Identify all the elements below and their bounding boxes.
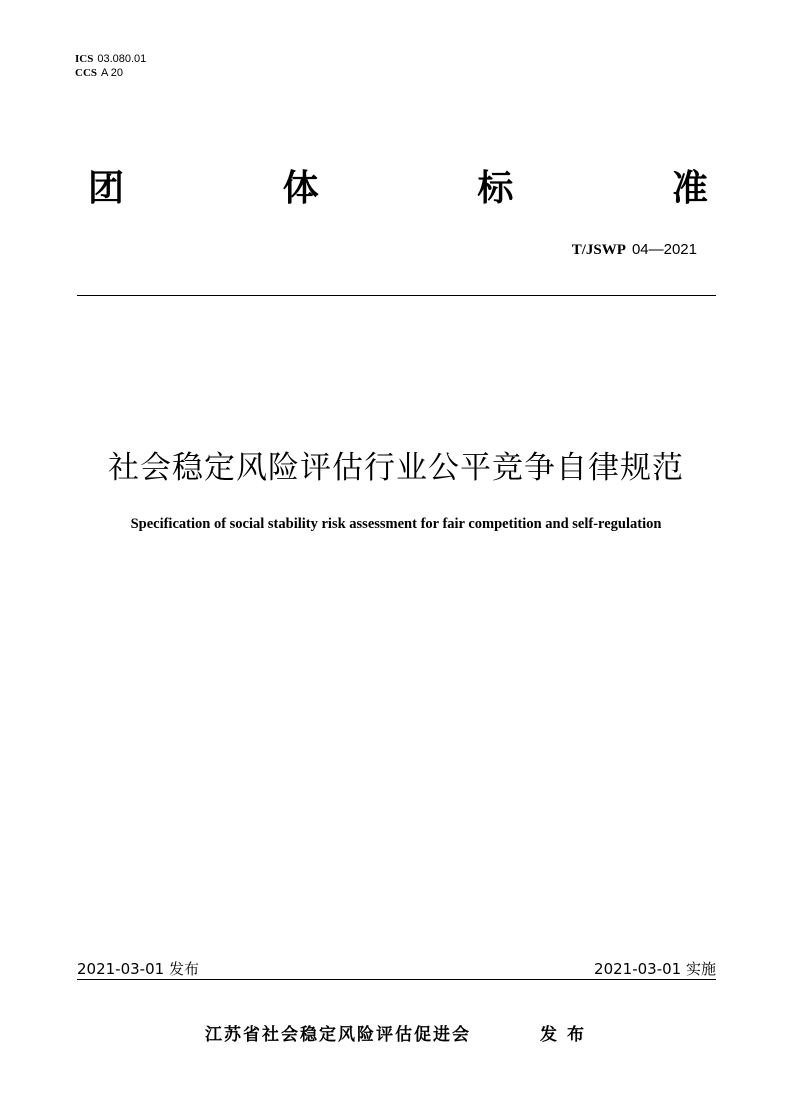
standard-number-prefix: T/JSWP <box>571 242 626 258</box>
standard-type-title <box>88 160 708 210</box>
ics-label: ICS <box>75 53 94 65</box>
standard-number <box>572 240 697 259</box>
bottom-divider <box>77 979 716 980</box>
top-divider <box>77 295 716 296</box>
publisher-name: 江苏省社会稳定风险评估促进会 <box>205 1025 471 1045</box>
ccs-line <box>75 66 146 80</box>
ics-line <box>75 52 146 66</box>
title-char: 体 <box>282 167 319 209</box>
publish-label: 发布 <box>540 1025 594 1045</box>
title-char: 标 <box>477 167 514 209</box>
ics-value: 03.080.01 <box>97 53 147 65</box>
implement-date: 2021-03-01 实施 <box>594 960 716 978</box>
document-title-cn: 社会稳定风险评估行业公平竞争自律规范 <box>108 450 684 486</box>
ccs-label: CCS <box>75 67 98 79</box>
standard-number-value: 04—2021 <box>631 241 697 258</box>
document-title-en: Specification of social stability risk assessment for fair competition and self-regulation <box>130 516 662 532</box>
issue-date: 2021-03-01 发布 <box>77 960 199 978</box>
classification-codes <box>75 52 146 80</box>
title-char: 准 <box>671 167 708 209</box>
title-char: 团 <box>88 167 125 209</box>
ccs-value: A 20 <box>101 67 124 79</box>
